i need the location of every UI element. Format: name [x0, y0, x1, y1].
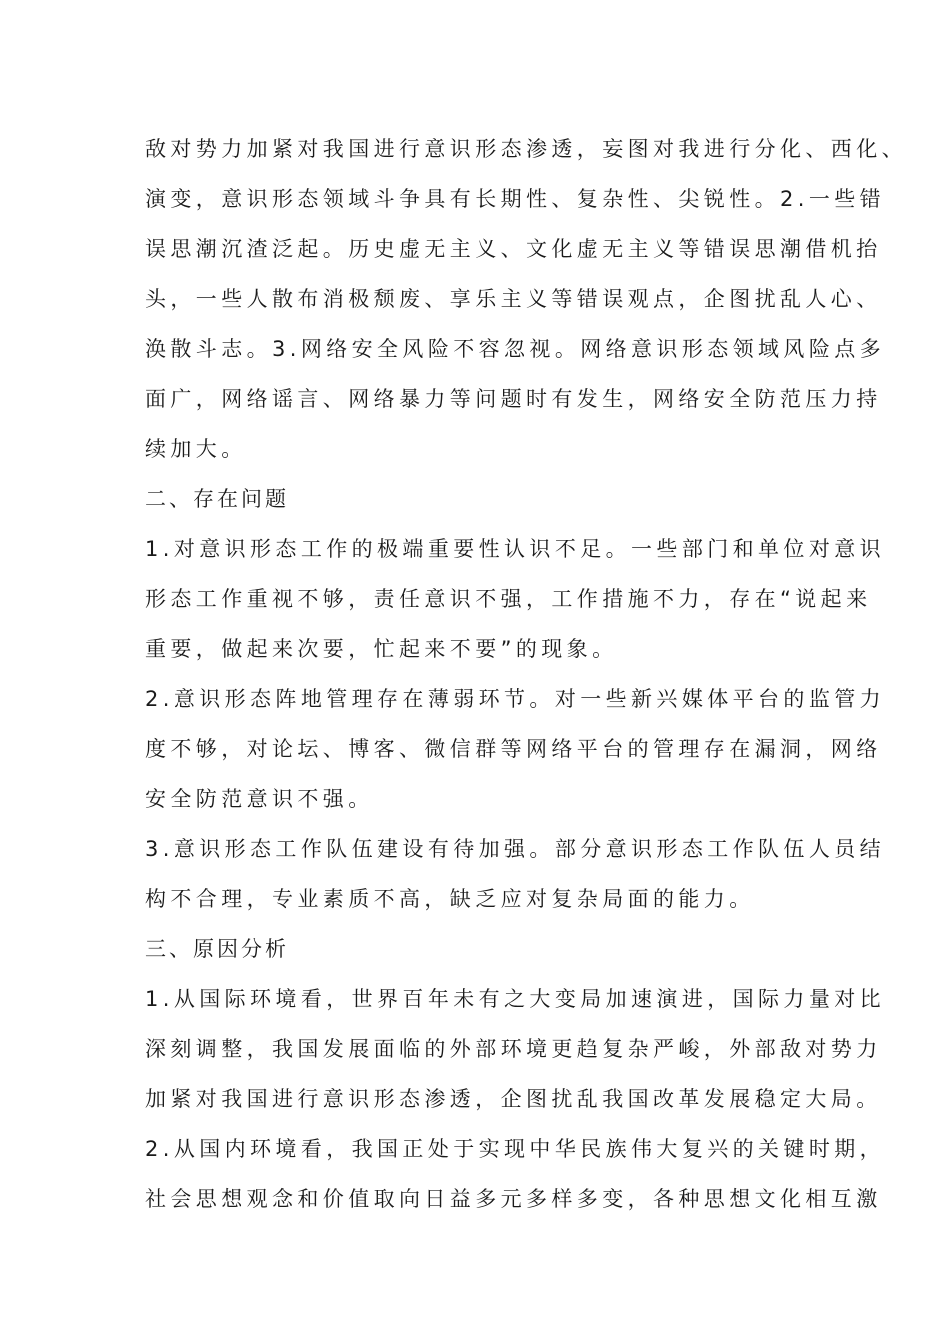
document-body — [145, 124, 907, 1224]
text-line: 续加大。 — [145, 437, 247, 461]
text-line: 1.对意识形态工作的极端重要性认识不足。一些部门和单位对意识 — [145, 537, 886, 561]
text-line: 安全防范意识不强。 — [145, 787, 374, 811]
text-line: 2.从国内环境看，我国正处于实现中华民族伟大复兴的关键时期， — [145, 1137, 886, 1161]
paragraph-problem-2 — [145, 674, 886, 824]
text-line: 涣散斗志。3.网络安全风险不容忽视。网络意识形态领域风险点多 — [145, 337, 886, 361]
paragraph-cause-2 — [145, 1124, 886, 1224]
text-line: 深刻调整，我国发展面临的外部环境更趋复杂严峻，外部敌对势力 — [145, 1037, 882, 1061]
text-line: 敌对势力加紧对我国进行意识形态渗透，妄图对我进行分化、西化、 — [145, 137, 907, 161]
text-line: 头，一些人散布消极颓废、享乐主义等错误观点，企图扰乱人心、 — [145, 287, 882, 311]
section-heading-cause-analysis — [145, 924, 810, 974]
text-line: 1.从国际环境看，世界百年未有之大变局加速演进，国际力量对比 — [145, 987, 886, 1011]
text-line: 误思潮沉渣泛起。历史虚无主义、文化虚无主义等错误思潮借机抬 — [145, 237, 882, 261]
text-line: 构不合理，专业素质不高，缺乏应对复杂局面的能力。 — [145, 887, 755, 911]
text-line: 形态工作重视不够，责任意识不强，工作措施不力，存在“说起来 — [145, 587, 872, 611]
heading-text: 二、存在问题 — [145, 487, 289, 511]
text-line: 度不够，对论坛、博客、微信群等网络平台的管理存在漏洞，网络 — [145, 737, 882, 761]
paragraph-situation-analysis — [145, 124, 907, 474]
paragraph-problem-3 — [145, 824, 886, 924]
text-line: 2.意识形态阵地管理存在薄弱环节。对一些新兴媒体平台的监管力 — [145, 687, 886, 711]
text-line: 3.意识形态工作队伍建设有待加强。部分意识形态工作队伍人员结 — [145, 837, 886, 861]
text-line: 加紧对我国进行意识形态渗透，企图扰乱我国改革发展稳定大局。 — [145, 1087, 882, 1111]
paragraph-cause-1 — [145, 974, 886, 1124]
heading-text: 三、原因分析 — [145, 937, 289, 961]
text-line: 演变，意识形态领域斗争具有长期性、复杂性、尖锐性。2.一些错 — [145, 187, 886, 211]
section-heading-existing-problems — [145, 474, 810, 524]
text-line: 重要，做起来次要，忙起来不要”的现象。 — [145, 637, 618, 661]
text-line: 社会思想观念和价值取向日益多元多样多变，各种思想文化相互激 — [145, 1187, 882, 1211]
text-line: 面广，网络谣言、网络暴力等问题时有发生，网络安全防范压力持 — [145, 387, 882, 411]
paragraph-problem-1 — [145, 524, 886, 674]
